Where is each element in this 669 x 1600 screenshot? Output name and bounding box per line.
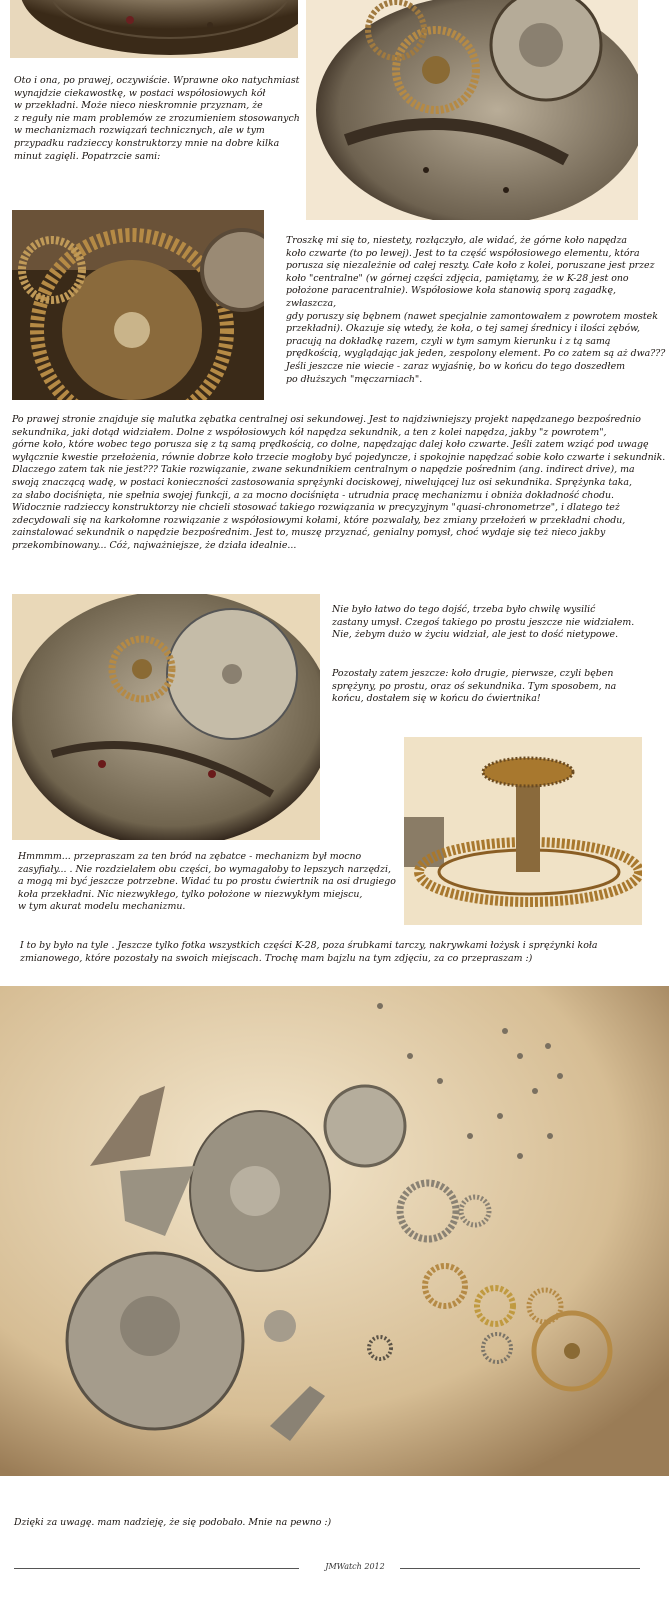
signature: JMWatch 2012	[325, 1562, 385, 1571]
photo-cannon-pinion	[404, 737, 642, 925]
footer-rule-right	[400, 1568, 640, 1569]
paragraph-dirty-gear: Hmmmm... przepraszam za ten bród na zębatce - mechanizm był mocno zasyfiały... . Nie rozdzielałem obu części, bo wymagałoby to lepszych narzędzi, a mogą mi być jeszcze potrzebne. Widać tu po prostu ćwiertnik na osi drugiego koła przekładni. Nic niezwykłego, tylko położone w niezwykłym miejscu, w tym akurat modelu mechanizmu.	[18, 851, 396, 913]
photo-all-parts	[0, 986, 669, 1476]
footer-rule-left	[14, 1568, 299, 1569]
paragraph-remaining-parts: Pozostały zatem jeszcze: koło drugie, pierwsze, czyli bęben sprężyny, po prostu, oraz oś sekundnika. Tym sposobem, na końcu, dostałem się w końcu do ćwiertnika!	[332, 668, 617, 705]
paragraph-indirect-drive: Po prawej stronie znajduje się malutka zębatka centralnej osi sekundowej. Jest to najdziwniejszy projekt napędzanego bezpośrednio sekundnika, jaki dotąd widziałem. Dolne z współosiowych kół napędza sekundnik, a ten z kolei napędza, jakby "z powrotem", górne koło, które wobec tego porusza się z tą samą prędkością, co dolne, napędzając dalej koło czwarte. Jeśli zatem wziąć pod uwagę wyłącznie kwestie przełożenia, równie dobrze koło trzecie mogłoby być pojedyncze, i spokojnie napędzać sobie koło czwarte i sekundnik. Dlaczego zatem tak nie jest??? Takie rozwiązanie, zwane sekundnikiem centralnym o napędzie pośrednim (ang. indirect drive), ma swoją znaczącą wadę, w postaci konieczności zastosowania sprężynki dociskowej, niwelującej luz osi sekundnika. Sprężynka taka, za słabo dociśnięta, nie spełnia swojej funkcji, a za mocno dociśnięta - utrudnia pracę mechanizmu i obniża dokładność chodu. Widocznie radzieccy konstruktorzy nie chcieli stosować takiego rozwiązania w precyzyjnym "quasi-chronometrze", i dlatego też zdecydowali się na karkołomne rozwiązanie z współosiowymi kołami, które pozwalały, bez zmiany przełożeń w przekładni chodu, zainstalować sekundnik o napędzie bezpośrednim. Jest to, muszę przyznać, genialny pomysł, choć wydaje się też nieco jakby przekombinowany... Cóż, najważniejsze, że działa idealnie...	[12, 414, 666, 551]
photo-main-plate	[12, 594, 320, 840]
paragraph-hard-to-figure: Nie było łatwo do tego dojść, trzeba było chwilę wysilić zastany umysł. Czegoś takiego po prostu jeszcze nie widziałem. Nie, żebym dużo w życiu widział, ale jest to dość nietypowe.	[332, 604, 635, 641]
photo-mechanism-wheels	[306, 0, 638, 220]
paragraph-coaxial-wheels: Troszkę mi się to, niestety, rozłączyło, ale widać, że górne koło napędza koło czwarte (to po lewej). Jest to ta część współosiowego elementu, która porusza się niezależnie od całej reszty. Całe koło z kolei, poruszane jest przez koło "centralne" (w górnej części zdjęcia, pamiętamy, że w K-28 jest ono położone paracentralnie). Współosiowe koła stanowią sporą zagadkę, zwłaszcza, gdy poruszy się bębnem (nawet specjalnie zamontowałem z powrotem mostek przekładni). Okazuje się wtedy, że koła, o tej samej średnicy i ilości zębów, pracują na dokładkę razem, czyli w tym samym kierunku i z tą samą prędkością, wyglądając jak jeden, zespolony element. Po co zatem są aż dwa??? Jeśli jeszcze nie wiecie - zaraz wyjaśnię, bo w końcu do tego doszedłem po dłuższych "męczarniach".	[286, 235, 666, 385]
paragraph-all-parts: I to by było na tyle . Jeszcze tylko fotka wszystkich części K-28, poza śrubkami tarczy, nakrywkami łożysk i sprężynki koła zmianowego, które pozostały na swoich miejscach. Trochę mam bajzlu na tym zdjęciu, za co przepraszam :)	[20, 940, 598, 964]
paragraph-coaxial-intro: Oto i ona, po prawej, oczywiście. Wprawne oko natychmiast wynajdzie ciekawostkę, w postaci współosiowych kół w przekładni. Może nieco nieskromnie przyznam, że z reguły nie mam problemów ze zrozumieniem stosowanych w mechanizmach rozwiązań technicznych, ale w tym przypadku radzieccy konstruktorzy mnie na dobre kilka minut zagięli. Popatrzcie sami:	[14, 75, 300, 162]
photo-gears-closeup	[12, 210, 264, 400]
photo-top-left	[10, 0, 298, 58]
paragraph-thanks: Dzięki za uwagę. mam nadzieję, że się podobało. Mnie na pewno :)	[14, 1517, 332, 1528]
